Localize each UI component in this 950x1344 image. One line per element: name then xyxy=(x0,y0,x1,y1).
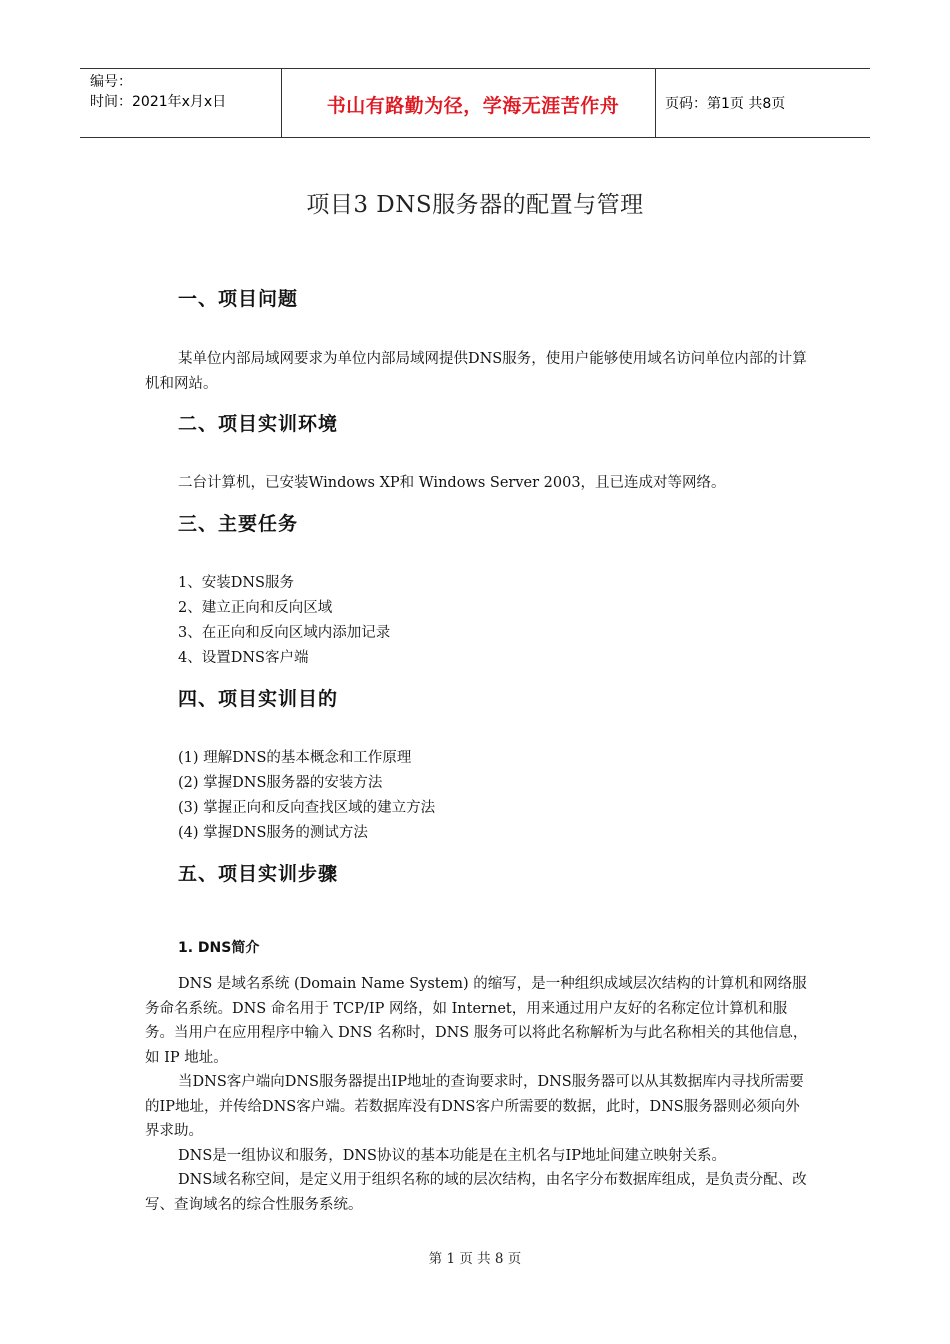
page-header xyxy=(80,68,870,138)
paragraph-text: 某单位内部局域网要求为单位内部局域网提供DNS服务，使用户能够使用域名访问单位内部的计算机和网站。 xyxy=(145,351,807,392)
list-item: (2) 掌握DNS服务器的安装方法 xyxy=(178,775,383,791)
paragraph-text: DNS是一组协议和服务，DNS协议的基本功能是在主机名与IP地址间建立映射关系。 xyxy=(178,1147,726,1164)
section-heading: 二、项目实训环境 xyxy=(178,413,339,435)
list-item: 4、设置DNS客户端 xyxy=(178,650,309,666)
paragraph-text: 当DNS客户端向DNS服务器提出IP地址的查询要求时，DNS服务器可以从其数据库内寻找所需要的IP地址，并传给DNS客户端。若数据库没有DNS客户所需要的数据，此时，DNS服务器则必须向外界求助。 xyxy=(145,1074,804,1139)
header-time: 时间：2021年x月x日 xyxy=(90,94,227,110)
page-footer: 第 1 页 共 8 页 xyxy=(428,1251,522,1267)
section-heading: 三、主要任务 xyxy=(178,513,299,535)
paragraph-text: DNS 是域名系统 (Domain Name System) 的缩写，是一种组织成域层次结构的计算机和网络服务命名系统。DNS 命名用于 TCP/IP 网络，如 Internet，用来通过用户友好的名称定位计算机和服务。当用户在应用程序中输入 DNS 名称时，DNS 服务可以将此名称解析为与此名称相关的其他信息，如 IP 地址。 xyxy=(145,976,808,1066)
document-title: 项目3 DNS服务器的配置与管理 xyxy=(306,192,644,218)
list-item: (1) 理解DNS的基本概念和工作原理 xyxy=(178,750,412,766)
header-divider xyxy=(281,69,282,137)
section-heading: 四、项目实训目的 xyxy=(178,688,339,710)
paragraph-text: DNS域名称空间，是定义用于组织名称的域的层次结构，由名字分布数据库组成，是负责分配、改写、查询域名的综合性服务系统。 xyxy=(145,1172,807,1213)
task-list xyxy=(178,571,390,671)
list-item: 3、在正向和反向区域内添加记录 xyxy=(178,625,391,641)
section-paragraph xyxy=(145,972,810,1217)
subsection-heading: 1. DNS简介 xyxy=(178,940,260,956)
section-paragraph xyxy=(145,347,810,396)
list-item: (4) 掌握DNS服务的测试方法 xyxy=(178,825,368,841)
list-item: (3) 掌握正向和反向查找区域的建立方法 xyxy=(178,800,436,816)
section-heading: 五、项目实训步骤 xyxy=(178,863,339,885)
paragraph-text: 二台计算机，已安装Windows XP和 Windows Server 2003，且已连成对等网络。 xyxy=(178,475,726,491)
list-item: 1、安装DNS服务 xyxy=(178,575,294,591)
header-motto: 书山有路勤为径，学海无涯苦作舟 xyxy=(326,95,620,117)
objective-list xyxy=(178,746,435,846)
header-number: 编号： xyxy=(90,74,132,90)
list-item: 2、建立正向和反向区域 xyxy=(178,600,333,616)
header-page-info: 页码：第1页 共8页 xyxy=(665,96,786,112)
section-heading: 一、项目问题 xyxy=(178,288,299,310)
header-meta xyxy=(90,72,226,112)
